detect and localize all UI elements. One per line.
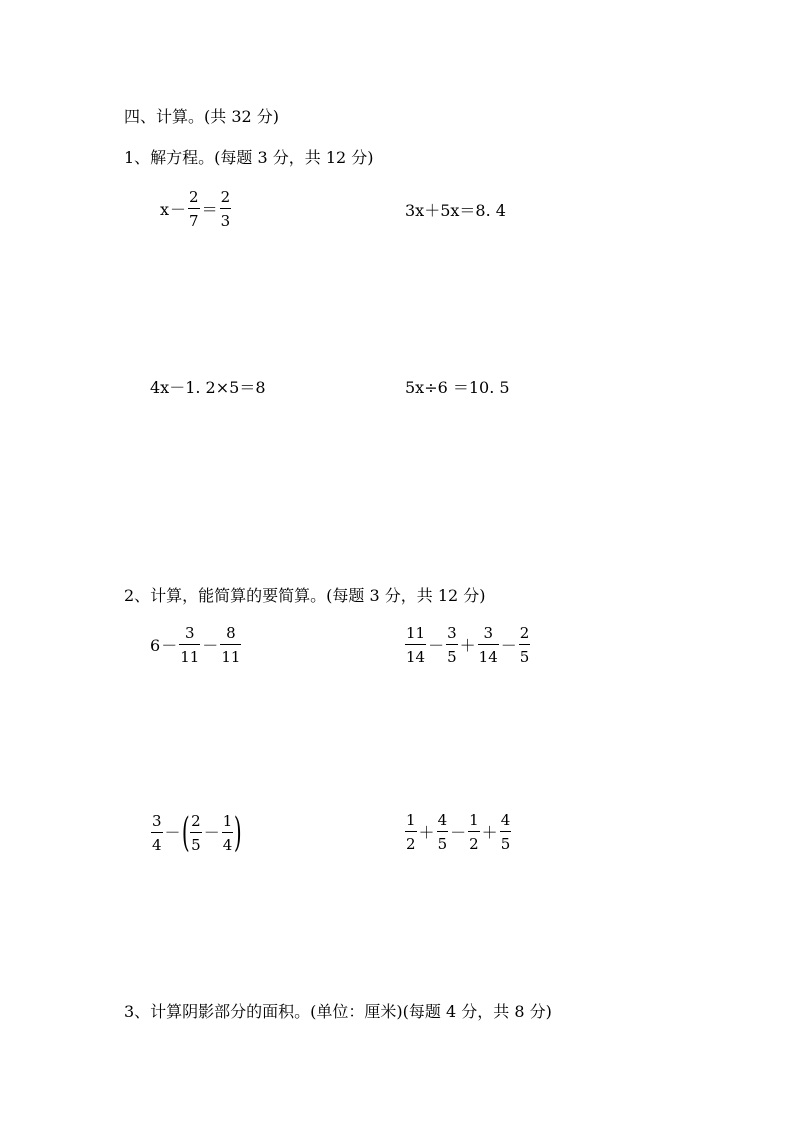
fraction xyxy=(519,626,531,665)
denominator: 4 xyxy=(152,835,162,854)
denominator: 7 xyxy=(189,212,199,230)
numerator: 1 xyxy=(469,811,479,829)
equals-sign: ＝ xyxy=(201,199,218,219)
integer: 6 xyxy=(150,635,161,655)
fraction xyxy=(500,813,512,852)
minus-sign: － xyxy=(450,822,467,842)
plus-sign: ＋ xyxy=(418,822,435,842)
plus-sign: ＋ xyxy=(481,822,498,842)
denominator: 5 xyxy=(437,835,448,853)
denominator: 5 xyxy=(500,835,511,853)
minus-sign: － xyxy=(500,635,517,655)
denominator: 5 xyxy=(519,648,530,666)
fraction xyxy=(179,626,200,665)
q1-equation-2: 3x＋5x＝8. 4 xyxy=(405,201,506,220)
denominator: 5 xyxy=(447,648,457,666)
variable: x xyxy=(160,199,170,219)
fraction xyxy=(220,190,232,229)
numerator: 2 xyxy=(519,624,530,642)
plus-sign: ＋ xyxy=(459,635,476,655)
denominator: 5 xyxy=(191,835,201,854)
fraction xyxy=(405,626,426,665)
fraction xyxy=(405,813,417,852)
fraction xyxy=(222,811,234,854)
q2-expression-4 xyxy=(404,813,512,852)
q2-heading: 2、计算，能简算的要简算。(每题 3 分，共 12 分) xyxy=(124,586,486,605)
fraction xyxy=(220,626,241,665)
q3-heading: 3、计算阴影部分的面积。(单位：厘米)(每题 4 分，共 8 分) xyxy=(124,1002,552,1021)
q2-expression-1 xyxy=(150,626,242,665)
minus-sign: － xyxy=(202,635,219,655)
minus-sign: － xyxy=(203,823,220,842)
fraction xyxy=(468,813,480,852)
denominator: 2 xyxy=(469,835,479,853)
q1-equation-1 xyxy=(160,190,232,229)
fraction xyxy=(190,811,202,854)
fraction xyxy=(478,626,499,665)
q1-heading: 1、解方程。(每题 3 分，共 12 分) xyxy=(124,148,374,167)
denominator: 14 xyxy=(478,648,498,666)
minus-sign: － xyxy=(161,635,178,655)
denominator: 14 xyxy=(406,648,426,666)
denominator: 11 xyxy=(221,648,241,666)
numerator: 2 xyxy=(220,188,231,206)
q1-equation-3: 4x－1. 2×5＝8 xyxy=(150,378,266,397)
q1-equation-4: 5x÷6 ＝10. 5 xyxy=(405,378,510,397)
numerator: 4 xyxy=(437,811,448,829)
numerator: 3 xyxy=(483,624,493,642)
minus-sign: － xyxy=(164,823,181,842)
denominator: 2 xyxy=(406,835,416,853)
fraction xyxy=(437,813,449,852)
fraction xyxy=(188,190,200,229)
numerator: 3 xyxy=(184,624,195,642)
denominator: 3 xyxy=(220,212,231,230)
numerator: 3 xyxy=(447,624,457,642)
numerator: 2 xyxy=(189,188,199,206)
numerator: 1 xyxy=(222,811,233,830)
numerator: 3 xyxy=(152,811,162,830)
q2-expression-2 xyxy=(404,626,531,665)
numerator: 4 xyxy=(500,811,511,829)
section-title: 四、计算。(共 32 分) xyxy=(124,107,280,126)
denominator: 4 xyxy=(222,835,233,854)
right-parenthesis: ) xyxy=(234,810,242,856)
left-parenthesis: ( xyxy=(181,810,190,856)
fraction xyxy=(446,626,458,665)
q2-expression-3 xyxy=(150,810,242,856)
numerator: 2 xyxy=(191,811,201,830)
fraction xyxy=(151,811,163,854)
numerator: 11 xyxy=(406,624,426,642)
numerator: 1 xyxy=(406,811,416,829)
numerator: 8 xyxy=(226,624,236,642)
minus-sign: － xyxy=(170,199,187,219)
denominator: 11 xyxy=(180,648,200,666)
minus-sign: － xyxy=(428,635,445,655)
